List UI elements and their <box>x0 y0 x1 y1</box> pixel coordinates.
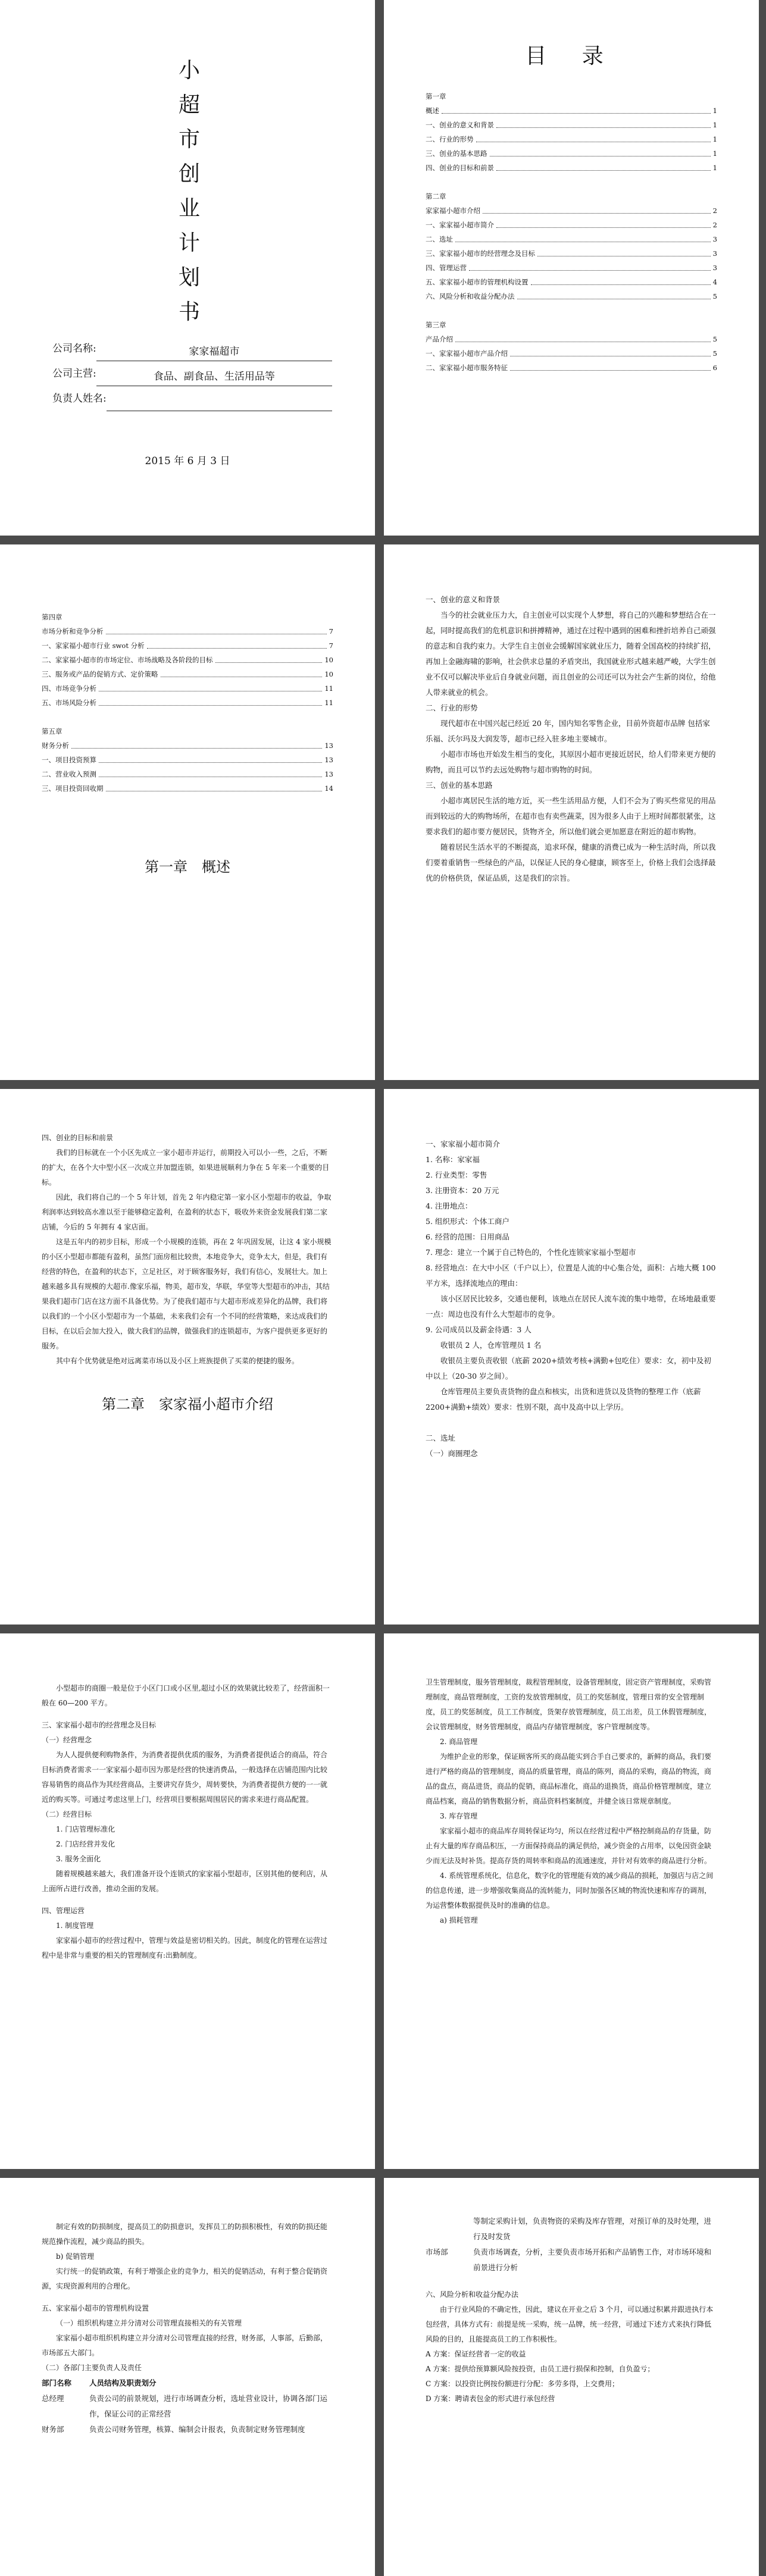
toc-entry-page: 5 <box>712 335 717 343</box>
fact-item: 5. 组织形式：个体工商户 <box>426 1217 509 1226</box>
toc-entry-title: 市场分析和竞争分析 <box>42 627 104 636</box>
section-title: 一、家家福小超市简介 <box>426 1140 501 1148</box>
toc-entry[interactable] <box>426 132 717 146</box>
toc-entry[interactable] <box>42 738 333 753</box>
toc-leader-dots <box>490 146 711 156</box>
chapter-2-page-1 <box>384 1089 759 1625</box>
toc-entry-title: 概述 <box>426 107 439 115</box>
toc-entry-title: 五、家家福小超市的管理机构设置 <box>426 278 529 286</box>
toc-entry-title: 三、创业的基本思路 <box>426 149 487 158</box>
toc-entry[interactable] <box>426 346 717 361</box>
toc-entry-page: 13 <box>324 770 333 778</box>
toc-leader-dots <box>99 767 322 777</box>
paragraph: 现代超市在中国兴起已经近 20 年，国内知名零售企业，目前外资超市品牌 包括家乐福、沃尔玛及大润发等，超市已经入驻多地主要城市。 <box>426 719 710 743</box>
goal-item: 3. 服务全面化 <box>56 1855 101 1863</box>
cover-title-char: 计 <box>178 231 200 255</box>
toc-entry[interactable] <box>426 232 717 246</box>
section-title: 五、家家福小超市的管理机构设置 <box>42 2304 149 2312</box>
paragraph: 家家福小超市组织机构建立并分清对公司管理直接的经营，财务部，人事部，后勤部，市场部五大部门。 <box>42 2334 328 2357</box>
table-row <box>42 2391 333 2422</box>
fact-item: 1. 名称：家家福 <box>426 1155 480 1164</box>
toc-entry[interactable] <box>426 275 717 289</box>
toc-chapter-1: 第一章 <box>426 92 446 101</box>
toc-entry-page: 1 <box>712 107 717 115</box>
toc-ch1-list <box>426 104 717 175</box>
option-item: D 方案：聘请表包金的形式进行承包经营 <box>426 2395 555 2403</box>
sub-title: （二）各部门主要负责人及责任 <box>42 2364 142 2372</box>
goal-item: 1. 门店管理标准化 <box>56 1825 115 1833</box>
toc-entry-page: 13 <box>324 756 333 764</box>
business-value: 食品、副食品、生活用品等 <box>96 368 332 386</box>
sub-title: （二）经营目标 <box>42 1810 92 1818</box>
toc-entry-page: 13 <box>324 741 333 750</box>
section-title: 三、家家福小超市的经营理念及目标 <box>42 1721 157 1729</box>
toc-chapter-5: 第五章 <box>42 727 62 735</box>
toc-entry-title: 一、创业的意义和背景 <box>426 121 494 129</box>
section-title: 一、创业的意义和背景 <box>426 595 501 604</box>
paragraph: 家家福小超市的商品库存周转保证均匀，所以在经营过程中严格控制商品的存货量，防止有大量的库存商品积压，一方面保持商品的满足供给，减少资金的占用率，以免因资金缺少而无法及时补货。提高存货的周转率和商品的流通速度，并针对有效率的商品进行分析。 <box>426 1827 712 1865</box>
toc-entry-page: 7 <box>329 627 333 636</box>
toc-entry-page: 1 <box>712 149 717 158</box>
toc-leader-dots <box>99 681 322 691</box>
toc-entry-page: 11 <box>324 684 333 693</box>
toc-entry[interactable] <box>42 696 333 710</box>
toc-entry[interactable] <box>426 118 717 132</box>
option-item: C 方案：以投资比例按份额进行分配：多劳多得，上交费用； <box>426 2380 619 2388</box>
cover-title-char: 业 <box>178 196 200 221</box>
section-title: 二、选址 <box>426 1433 456 1442</box>
toc-leader-dots <box>455 332 711 342</box>
toc-leader-dots <box>106 781 323 791</box>
toc-entry-title: 四、管理运营 <box>426 264 467 272</box>
toc-leader-dots <box>476 132 711 142</box>
toc-leader-dots <box>469 261 711 271</box>
cover-title-char: 创 <box>178 162 200 186</box>
toc-entry-title: 财务分析 <box>42 741 69 750</box>
toc-leader-dots <box>510 346 711 356</box>
sub-title: 1. 制度管理 <box>56 1921 94 1930</box>
section-title: 二、行业的形势 <box>426 703 478 712</box>
toc-entry-title: 一、家家福小超市行业 swot 分析 <box>42 641 145 650</box>
fact-item: 2. 行业类型：零售 <box>426 1170 487 1179</box>
paragraph: 为维护企业的形象，保证顾客所买的商品能实到合手自己要求的，新鲜的商品，我们要进行严格的商品的管理制度，商品的质量管理，商品的陈列，商品的采购，商品的物流，商品的盘点，商品进货，商品的促销，商品标准化，商品的退换货，商品价格管理制度，建立商品档案，商品的销售数据分析，商品资料档案制度，并健全该日常规章制度。 <box>426 1752 712 1805</box>
cover-page <box>0 0 375 536</box>
sub-title: a) 损耗管理 <box>440 1916 478 1924</box>
toc-entry-title: 一、项目投资预算 <box>42 756 96 764</box>
toc-leader-dots <box>496 161 711 171</box>
toc-entry-title: 二、家家福小超市的市场定位、市场战略及各阶段的目标 <box>42 656 213 664</box>
toc-leader-dots <box>161 667 323 677</box>
paragraph: 收银员主要负责收银（底薪 2020+绩效考核+满勤+包吃住）要求：女，初中及初中以上（20-30 岁之间）。 <box>426 1356 711 1381</box>
toc-entry-page: 14 <box>324 784 333 793</box>
company-value: 家家福超市 <box>96 343 332 361</box>
paragraph: 因此，我们将自己的一个 5 年计划，首先 2 年内稳定第一家小区小型超市的收益，争取利润率达到较高水准以至于能够稳定盈利，在盈利的状态下，吸收外来资金发展我们第二家店铺，今后的 5 年拥有 4 家店面。 <box>42 1193 332 1231</box>
paragraph: 为人人提供便利购物条件，为消费者提供优质的服务，为消费者提供适合的商品，符合目标消费者需求一一家家福小超市因为那是经营的快速消费品，一般选择在店铺范围内比较容易销售的商品作为其经营商品，主要讲究存货少，周转要快，为消费者提供方便的一一就近的购买等。可通过考虑这里上门，经营项目要根据周围居民的需求来进行商品配置。 <box>42 1751 328 1804</box>
sub-title: 2. 商品管理 <box>440 1738 478 1746</box>
owner-value <box>107 393 332 411</box>
paragraph: 收银员 2 人，仓库管理员 1 名 <box>440 1341 542 1350</box>
option-item: A 方案：提供给预算额风险按投资，由员工进行损保和控制，自负盈亏； <box>426 2365 655 2373</box>
paragraph: 我们的目标就在一个小区先成立一家小超市并运行，前期投入可以小一些，之后，不断的扩大，在各个大中型小区一次成立并加盟连锁，如果进展顺利力争在 5 年来一个重要的目标。 <box>42 1148 330 1187</box>
toc-entry-page: 5 <box>712 292 717 301</box>
sub-title: （一）经营理念 <box>42 1736 92 1744</box>
table-row <box>42 2422 333 2437</box>
company-label: 公司名称: <box>52 343 96 355</box>
toc-leader-dots <box>147 638 327 649</box>
toc-entry-title: 产品介绍 <box>426 335 453 343</box>
table-row <box>42 2375 333 2391</box>
toc-leader-dots <box>215 653 323 663</box>
toc-leader-dots <box>483 204 711 214</box>
toc-entry-title: 四、创业的目标和前景 <box>426 164 494 172</box>
section-title: 四、管理运营 <box>42 1907 85 1915</box>
paragraph: 随着规模越来越大，我们准备开设个连锁式的家家福小型超市，区别其他的便利店，从上面所占进行改善，推动全面的发展。 <box>42 1870 328 1893</box>
toc-leader-dots <box>531 275 711 285</box>
toc-leader-dots <box>517 289 711 299</box>
cover-title-char: 小 <box>178 58 200 83</box>
chapter-1-heading: 第一章 概述 <box>145 859 230 875</box>
paragraph: 小超市市场也开始发生相当的变化，其原因小超市更接近居民，给人们带来更方便的购物，而且可以节约去远处购物与超市购物的时间。 <box>426 750 716 774</box>
paragraph: 小超市离居民生活的地方近，买一些生活用品方便，人们不会为了购买些常见的用品而到较远的大的购物场所，在超市也有卖些蔬菜，因为很多人由于上班时间都很紧张，这要求我们的超市要方便居民，货物齐全，所以他们就会更加愿意在附近的超市购物。 <box>426 796 716 836</box>
toc-ch2-list <box>426 204 717 303</box>
table-cell-key <box>426 2214 473 2245</box>
fact-item: 7. 理念：建立一个属于自己特色的，个性化连锁家家福小型超市 <box>426 1248 636 1257</box>
toc-entry-title: 五、市场风险分析 <box>42 699 96 707</box>
toc-ch3-list <box>426 332 717 375</box>
table-cell-value: 负责公司的前景规划，进行市场调查分析，选址营业设计，协调各部门运作，保证公司的正常经营 <box>89 2394 328 2418</box>
toc-page-1 <box>384 0 759 536</box>
fact-item: 8. 经营地点：在大中小区（千户以上），位置是人流的中心集合处，面积：占地大概 100 平方米，选择流地点的理由： <box>426 1263 716 1288</box>
toc-entry-page: 1 <box>712 164 717 172</box>
table-cell-key: 部门名称 <box>42 2378 72 2387</box>
sub-title: （一）商圈理念 <box>426 1449 478 1458</box>
table-cell-value: 负责市场调查，分析，主要负责市场开拓和产品销售工作，对市场环境和前景进行分析 <box>473 2248 712 2272</box>
table-cell-value: 等制定采购计划，负责物资的采购及库存管理，对预订单的及时处理，进行及时发货 <box>473 2217 712 2241</box>
table-cell-value: 负责公司财务管理，核算、编制会计报表，负责制定财务管理制度 <box>89 2425 305 2434</box>
toc-entry-page: 11 <box>324 699 333 707</box>
chapter-2-heading: 第二章 家家福小超市介绍 <box>102 1396 273 1413</box>
section-title: 六、风险分析和收益分配办法 <box>426 2290 519 2299</box>
toc-entry-title: 六、风险分析和收益分配办法 <box>426 292 515 301</box>
toc-ch4-list <box>42 624 333 710</box>
toc-entry-title: 二、行业的形势 <box>426 135 474 143</box>
toc-entry[interactable] <box>42 767 333 781</box>
toc-leader-dots <box>99 696 322 706</box>
paragraph: 当今的社会就业压力大，自主创业可以实现个人梦想，将自己的兴趣和梦想结合在一起，同时提高我们的危机意识和拼搏精神，通过在过程中遇到的困难和挫折培养自己顽强的意志和自我约束力。大学生自主创业会缓解国家就业压力，随着全国高校的持续扩招，再加上金融海啸的影响，社会供求总量的矛盾突出，我国就业形式越来越严峻，大学生创业不仅可以解决毕业后自身就业问题，而且创业的公司还可以为社会产生新的岗位，给他人带来就业的机会。 <box>426 611 716 697</box>
table-cell-key: 市场部 <box>426 2248 448 2256</box>
toc-entry-page: 3 <box>712 235 717 243</box>
sub-title: b) 促销管理 <box>56 2252 95 2261</box>
toc-entry[interactable] <box>426 246 717 261</box>
cover-title-char: 书 <box>178 300 200 324</box>
chapter-1-page-1 <box>384 544 759 1080</box>
toc-entry[interactable] <box>426 218 717 232</box>
toc-entry-title: 一、家家福小超市简介 <box>426 221 494 229</box>
toc-entry[interactable] <box>426 261 717 275</box>
toc-entry-page: 3 <box>712 249 717 258</box>
toc-entry-page: 1 <box>712 135 717 143</box>
toc-entry-title: 三、服务或产品的促销方式、定价策略 <box>42 670 158 678</box>
toc-leader-dots <box>455 232 711 242</box>
toc-leader-dots <box>442 104 711 114</box>
toc-entry[interactable] <box>426 104 717 118</box>
goal-item: 2. 门店经营并发化 <box>56 1840 115 1848</box>
toc-entry-page: 10 <box>324 656 333 664</box>
toc-ch5-list <box>42 738 333 796</box>
toc-leader-dots <box>537 246 711 256</box>
table-row <box>426 2214 717 2245</box>
paragraph: 由于行业风险的不确定性，因此，建议在开业之后 3 个月，可以通过积累并跟进执行本包经营，具体方式有：前提是统一采购，统一品牌，统一经营，可通过下述方式来执行降低风险的目的，且能提高员工的工作积极性。 <box>426 2305 714 2343</box>
paragraph: 其中有个优势就是绝对远离菜市场以及小区上班族提供了买菜的便捷的服务。 <box>56 1357 299 1365</box>
chapter-2-page-3 <box>384 1633 759 2169</box>
business-label: 公司主营: <box>52 368 96 380</box>
section-title: 三、创业的基本思路 <box>426 781 493 790</box>
toc-entry[interactable] <box>426 161 717 175</box>
toc-entry[interactable] <box>42 653 333 667</box>
toc-entry[interactable] <box>42 681 333 696</box>
paragraph: 实行统一的促销政策，有利于增强企业的竞争力，相关的促销活动，有利于整合促销资源，实现资源利用的合理化。 <box>42 2267 328 2290</box>
fact-item: 6. 经营的范围：日用商品 <box>426 1232 509 1241</box>
toc-entry-title: 四、市场竞争分析 <box>42 684 96 693</box>
toc-entry-page: 3 <box>712 264 717 272</box>
business-row <box>52 361 332 386</box>
toc-entry-page: 7 <box>329 641 333 650</box>
paragraph: 随着居民生活水平的不断提高，追求环保，健康的消费已成为一种生活时尚，所以我们要着重销售一些绿色的产品，以保证人民的身心健康，顾客至上，价格上我们会选择最优的价格供货，保证品质，这是我们的宗旨。 <box>426 843 716 882</box>
table-cell-key: 总经理 <box>42 2394 64 2403</box>
toc-title: 目 录 <box>525 44 618 68</box>
toc-entry[interactable] <box>426 332 717 346</box>
fact-item: 4. 注册地点： <box>426 1201 473 1210</box>
toc-entry-page: 1 <box>712 121 717 129</box>
toc-leader-dots <box>71 738 322 749</box>
paragraph: 该小区居民比较多，交通也便利，该地点在居民人流车流的集中地带，在场地最重要一点：周边也没有什么大型超市的竞争。 <box>426 1294 716 1319</box>
toc-entry-title: 二、营业收入预测 <box>42 770 96 778</box>
owner-row <box>52 386 332 411</box>
toc-entry-page: 6 <box>712 364 717 372</box>
toc-entry-title: 二、选址 <box>426 235 453 243</box>
owner-label: 负责人姓名: <box>52 393 107 405</box>
toc-entry[interactable] <box>42 781 333 796</box>
toc-entry-page: 2 <box>712 221 717 229</box>
toc-entry-title: 一、家家福小超市产品介绍 <box>426 349 508 358</box>
section-title: 四、创业的目标和前景 <box>42 1134 114 1142</box>
toc-entry-page: 5 <box>712 349 717 358</box>
table-cell-value: 人员结构及职责划分 <box>89 2378 157 2387</box>
paragraph: 小型超市的商圈一般是位于小区门口或小区里,超过小区的效果就比较差了，经营面积一般在 60—200 平方。 <box>42 1684 330 1707</box>
chapter-2-page-2 <box>0 1633 375 2169</box>
toc-entry-page: 4 <box>712 278 717 286</box>
toc-entry[interactable] <box>426 146 717 161</box>
toc-leader-dots <box>496 118 711 128</box>
paragraph: 制定有效的防损制度，提高员工的防损意识，发挥员工的防损积极性，有效的防损还能规范操作流程，减少商品的损失。 <box>42 2223 328 2246</box>
sub-title: 3. 库存管理 <box>440 1812 478 1820</box>
toc-entry-title: 三、项目投资回收期 <box>42 784 104 793</box>
toc-chapter-3: 第三章 <box>426 321 446 329</box>
table-cell-key: 财务部 <box>42 2425 64 2434</box>
toc-entry[interactable] <box>426 289 717 303</box>
toc-leader-dots <box>99 753 322 763</box>
toc-entry-title: 二、家家福小超市服务特征 <box>426 364 508 372</box>
paragraph: 卫生管理制度，服务管理制度，裁程管理制度，设备管理制度，固定资产管理制度，采购管理制度，商品管理制度，工资的发放管理制度，员工的奖惩制度，管理日常的安全管理制度，员工的奖惩制度，员工工作制度，货架存放管理制度，员工出差，员工休假管理制度，会议管理制度，财务管理制度，商品内存储管理制度，客户管理制度等。 <box>426 1678 712 1731</box>
cover-info <box>52 336 332 411</box>
chapter-2-page-4 <box>0 2178 375 2576</box>
fact-item: 9. 公司成员以及薪金待遇：3 人 <box>426 1325 531 1334</box>
paragraph: 仓库管理员主要负责货物的盘点和核实，出货和进货以及货物的整理工作（底薪 2200+满勤+绩效）要求：性别不限，高中及高中以上学历。 <box>426 1387 701 1411</box>
cover-date: 2015 年 6 月 3 日 <box>145 455 230 467</box>
toc-entry[interactable] <box>42 753 333 767</box>
cover-title-char: 划 <box>178 265 200 290</box>
chapter-2-page-5 <box>384 2178 759 2576</box>
paragraph: 家家福小超市的经营过程中，管理与效益是密切相关的。因此，制度化的管理在运营过程中是非常与重要的相关的管理制度有:出勤制度。 <box>42 1936 328 1960</box>
cover-title-char: 市 <box>178 127 200 152</box>
paragraph: 这是五年内的初步目标，形成一个小规模的连锁，再在 2 年巩固发展，让这 4 家小规模的小区小型超市都能有盈利，虽然门面房租比较贵，本地竞争大，竞争太大，但是，我们有经营的特色，在盈利的状态下，立足社区，对于顾客服务好，我们有信心，发展壮大。加上越来越多具有规模的大超市.像家乐福，物美，超市发，华联，华堂等大型超市的冲击，其结果我们超市门店在这方面不具备优势。为了使我们超市与大超市形成差异化的品牌，我们将以我们的一个小区小型超市为一个基础，未来我们会有一个不同的经营策略，来达成我们的目标，在以后会加大投入，做大我们的品牌，做强我们的连锁超市，为客户提供更多更好的服务。 <box>42 1238 332 1350</box>
company-row <box>52 336 332 361</box>
toc-entry-page: 2 <box>712 206 717 215</box>
fact-item: 3. 注册资本：20 万元 <box>426 1186 499 1195</box>
option-item: A 方案：保证经营者一定的收益 <box>426 2350 526 2358</box>
toc-entry-title: 三、家家福小超市的经营理念及目标 <box>426 249 535 258</box>
toc-entry[interactable] <box>42 638 333 653</box>
toc-entry[interactable] <box>42 667 333 681</box>
toc-entry-title: 家家福小超市介绍 <box>426 206 480 215</box>
toc-leader-dots <box>496 218 711 228</box>
cover-title <box>177 54 201 330</box>
toc-chapter-2: 第二章 <box>426 192 446 201</box>
toc-leader-dots <box>510 361 711 371</box>
sub-title: （一）组织机构建立并分清对公司管理直接相关的有关管理 <box>56 2319 242 2327</box>
table-row <box>426 2245 717 2275</box>
paragraph: 4. 系统管理系统化，信息化，数字化的管理能有效的减少商品的损耗，加强店与店之间的信息传递，进一步增强收集商品的流转能力，同时加强各区域的物流快速和库存的调剂，为运营整体数据提供及时的准确的信息。 <box>426 1871 714 1910</box>
toc-leader-dots <box>106 624 327 634</box>
toc-chapter-4: 第四章 <box>42 613 62 621</box>
toc-entry[interactable] <box>426 204 717 218</box>
toc-page-2 <box>0 544 375 1080</box>
toc-entry[interactable] <box>42 624 333 638</box>
toc-entry-page: 10 <box>324 670 333 678</box>
cover-title-char: 超 <box>178 93 200 117</box>
toc-entry[interactable] <box>426 361 717 375</box>
chapter-1-page-2 <box>0 1089 375 1625</box>
